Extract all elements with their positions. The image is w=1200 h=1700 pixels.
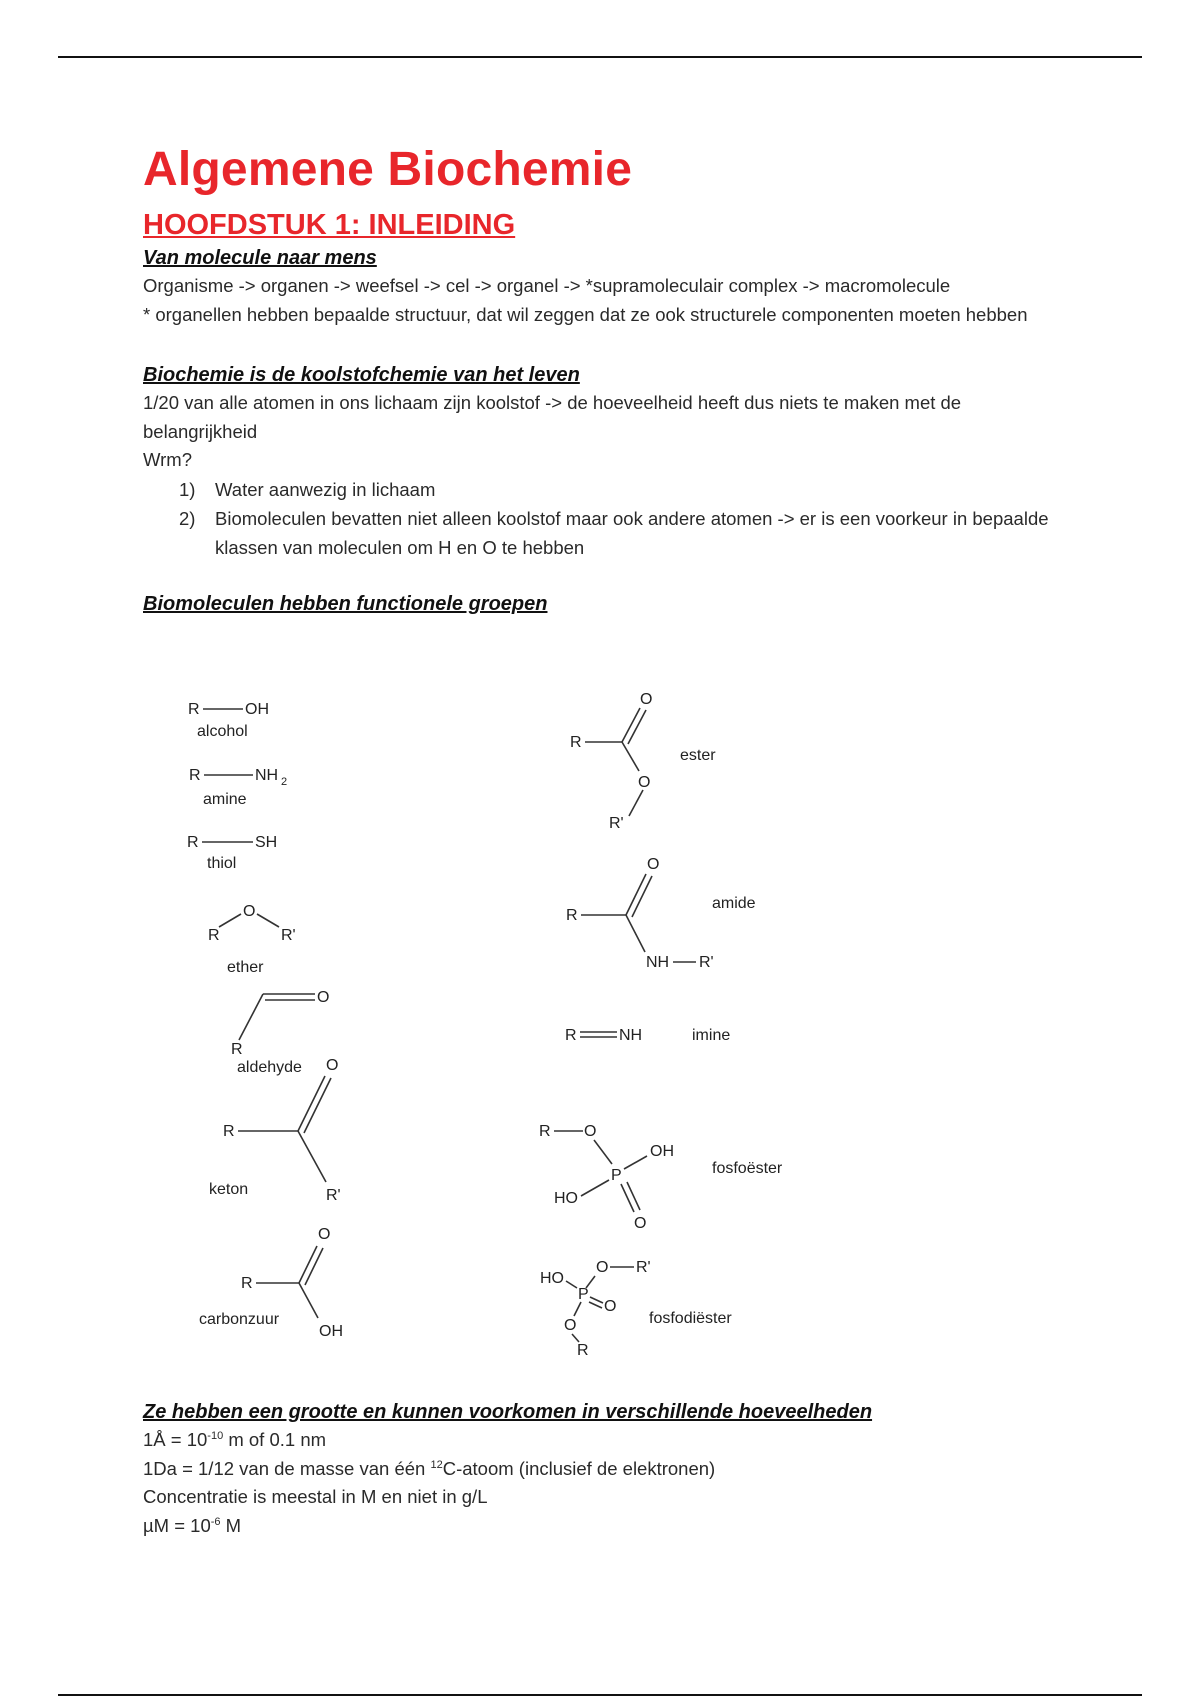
svg-text:O: O [604,1298,617,1315]
svg-text:R: R [565,1027,577,1044]
svg-text:O: O [647,856,660,873]
svg-text:R: R [231,1041,243,1058]
fosfoester-structure [539,1123,783,1232]
svg-text:R: R [566,907,578,924]
paragraph: 1/20 van alle atomen in ons lichaam zijn koolstof -> de hoeveelheid heeft dus niets te maken met de belangrijkheid [143,392,962,442]
svg-text:NH: NH [619,1027,643,1044]
svg-text:NH: NH [646,954,670,971]
fosfoester-label: fosfoëster [712,1160,783,1177]
document-body [143,140,1073,618]
aldehyde-structure [231,989,329,1076]
imine-label: imine [692,1027,731,1044]
svg-text:O: O [596,1259,609,1276]
svg-text:R': R' [699,954,714,971]
document-title: Algemene Biochemie [143,143,633,196]
svg-text:O: O [640,691,653,708]
svg-text:R: R [189,767,201,784]
numbered-list [143,475,1073,562]
amine-structure [189,767,287,808]
svg-text:O: O [326,1057,339,1074]
keton-label: keton [209,1181,249,1198]
aldehyde-label: aldehyde [237,1059,302,1076]
svg-text:R: R [187,834,199,851]
svg-text:R: R [208,927,220,944]
paragraph: * organellen hebben bepaalde structuur, dat wil zeggen dat ze ook structurele componenten moeten hebben [143,303,1028,325]
carbonzuur-label: carbonzuur [199,1311,280,1328]
section-size-amounts [143,1398,1073,1540]
header-rule [58,56,1142,58]
amine-label: amine [203,791,247,808]
thiol-label: thiol [207,855,237,872]
ether-structure [208,903,296,976]
ether-label: ether [227,959,264,976]
svg-text:OH: OH [650,1143,674,1160]
keton-structure [209,1057,341,1204]
ester-structure [570,691,716,832]
svg-text:R: R [241,1275,253,1292]
section-molecule-to-human [143,244,1073,329]
amide-structure [566,856,756,971]
paragraph-micromolar: $\mu M = 10^{-6}$ M [143,1514,242,1536]
ester-label: ester [680,747,716,764]
svg-text:O: O [317,989,330,1006]
svg-text:O: O [634,1215,647,1232]
svg-text:O: O [318,1226,331,1243]
chapter-heading: HOOFDSTUK 1: INLEIDING [143,209,516,241]
svg-text:R: R [570,734,582,751]
svg-text:2: 2 [281,776,288,788]
svg-text:P: P [611,1167,622,1184]
svg-text:O: O [243,903,256,920]
alcohol-label: alcohol [197,723,248,740]
functional-groups-figure [143,690,943,1370]
paragraph: Wrm? [143,449,192,470]
svg-text:R: R [577,1342,589,1359]
paragraph: Organisme -> organen -> weefsel -> cel -> organel -> *supramoleculair complex -> macromolecule [143,275,951,296]
section-heading: Biochemie is de koolstofchemie van het leven [143,364,580,386]
svg-text:O: O [638,774,651,791]
paragraph-dalton: 1Da = 1/12 van de masse van één $^{12}$C-atoom (inclusief de elektronen) [143,1457,716,1479]
svg-text:SH: SH [255,834,278,851]
list-item: 1) Water aanwezig in lichaam [179,478,436,500]
fosfodiester-label: fosfodiëster [649,1310,732,1327]
section-heading: Biomoleculen hebben functionele groepen [143,592,548,615]
svg-text:O: O [584,1123,597,1140]
svg-text:NH: NH [255,767,279,784]
section-heading: Van molecule naar mens [143,247,377,269]
alcohol-structure [188,701,269,740]
svg-text:HO: HO [554,1190,578,1207]
svg-text:R: R [188,701,200,718]
imine-structure [565,1027,730,1044]
svg-text:R': R' [609,815,624,832]
thiol-structure [187,834,277,872]
section-carbon-chemistry [143,361,1073,562]
svg-text:R': R' [281,927,296,944]
paragraph: Concentratie is meestal in M en niet in g/L [143,1486,488,1507]
svg-text:P: P [578,1286,589,1303]
fosfodiester-structure [540,1259,732,1359]
svg-text:OH: OH [245,701,269,718]
list-item: 2) Biomoleculen bevatten niet alleen koolstof maar ook andere atomen -> er is een voorkeur in bepaalde klassen van moleculen om H en O te hebben [179,507,1049,558]
svg-text:R: R [223,1123,235,1140]
svg-text:R': R' [326,1187,341,1204]
svg-text:R: R [539,1123,551,1140]
svg-text:HO: HO [540,1270,564,1287]
svg-text:R': R' [636,1259,651,1276]
svg-text:OH: OH [319,1323,343,1340]
paragraph-angstrom: 1Å = $10^{-10}$ m of 0.1 nm [143,1429,327,1450]
svg-text:O: O [564,1317,577,1334]
footer-rule [58,1694,1142,1696]
section-functional-groups [143,590,1073,618]
carbonzuur-structure [199,1226,343,1340]
functional-groups-diagram [143,690,943,1370]
section-heading: Ze hebben een grootte en kunnen voorkomen in verschillende hoeveelheden [143,1401,873,1423]
amide-label: amide [712,895,756,912]
